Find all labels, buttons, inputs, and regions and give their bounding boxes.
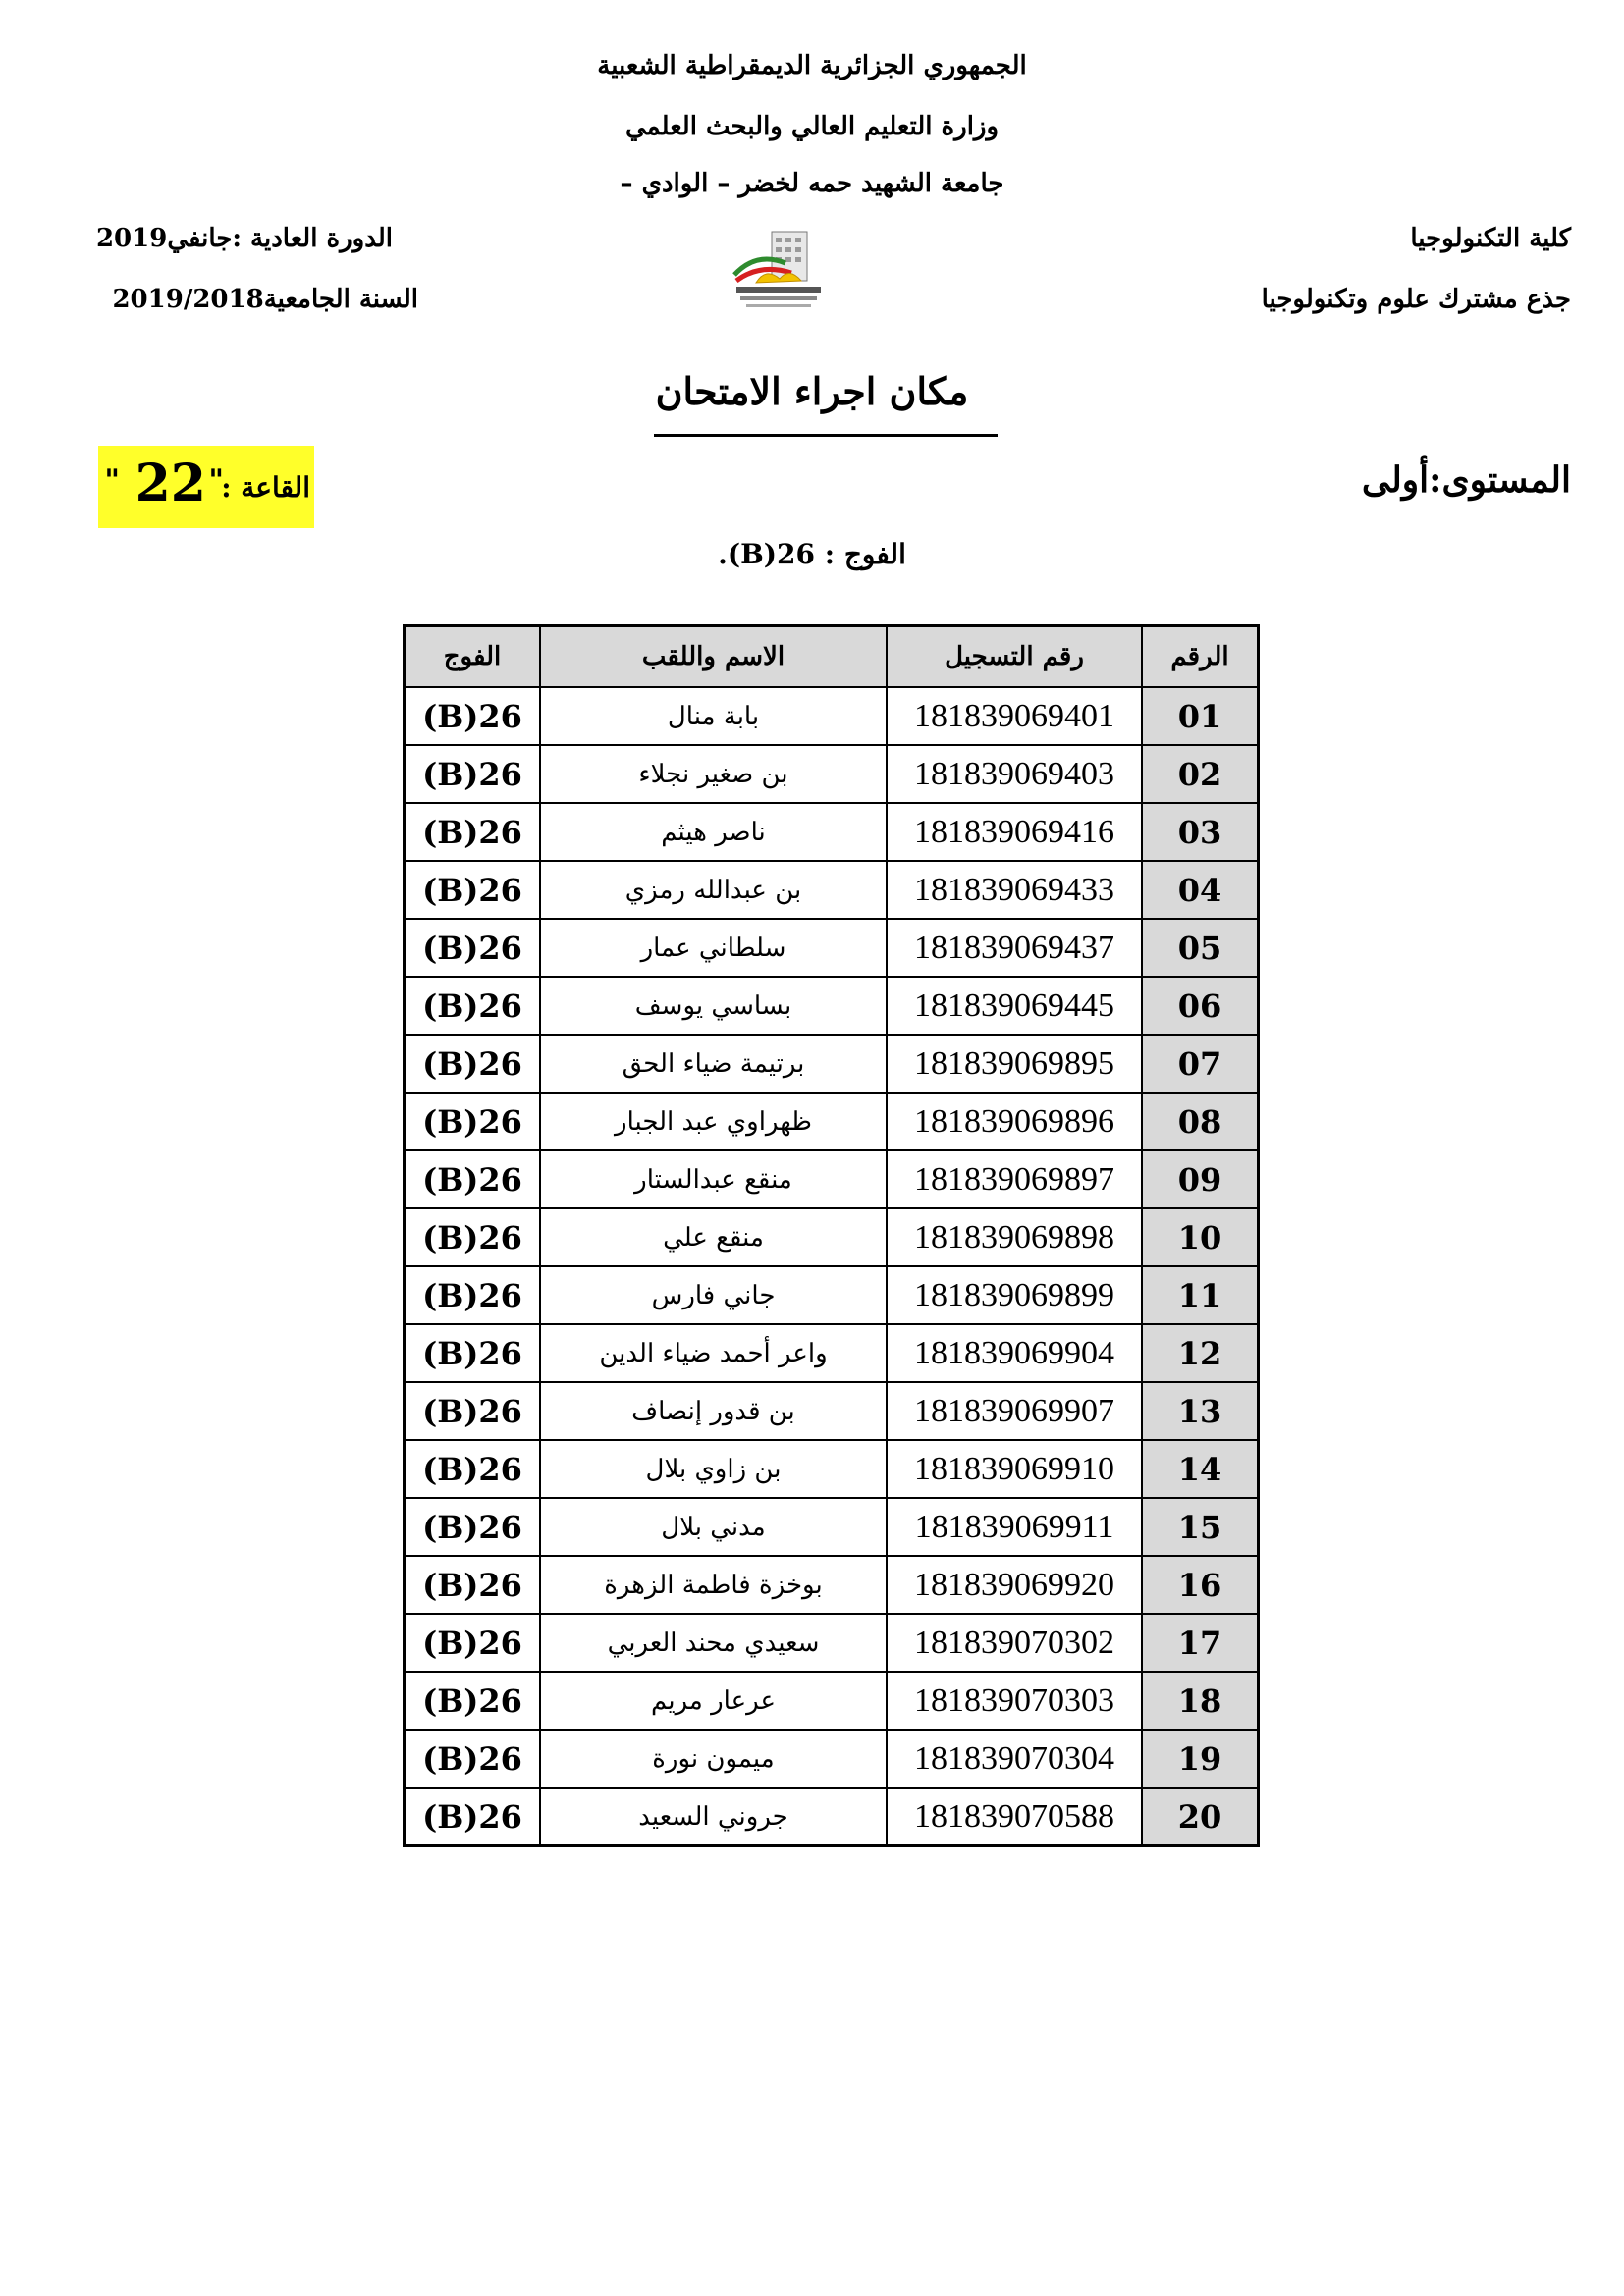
registration-number: 181839069433 <box>887 861 1142 919</box>
registration-number: 181839069896 <box>887 1093 1142 1150</box>
student-name: جروني السعيد <box>540 1788 887 1845</box>
student-group: 26(B) <box>405 919 540 977</box>
registration-number: 181839070303 <box>887 1672 1142 1730</box>
table-row <box>405 1614 1258 1672</box>
registration-number: 181839069910 <box>887 1440 1142 1498</box>
row-number: 15 <box>1142 1498 1258 1556</box>
student-group: 26(B) <box>405 1498 540 1556</box>
row-number: 04 <box>1142 861 1258 919</box>
student-name: بوخزة فاطمة الزهرة <box>540 1556 887 1614</box>
registration-number: 181839070588 <box>887 1788 1142 1845</box>
header-number: الرقم <box>1142 626 1258 687</box>
registration-number: 181839069403 <box>887 745 1142 803</box>
table-row <box>405 745 1258 803</box>
student-name: جاني فارس <box>540 1266 887 1324</box>
row-number: 06 <box>1142 977 1258 1035</box>
student-name: واعر أحمد ضياء الدين <box>540 1324 887 1382</box>
table-body <box>405 687 1258 1845</box>
row-number: 19 <box>1142 1730 1258 1788</box>
table-row <box>405 1266 1258 1324</box>
page-title: مكان اجراء الامتحان <box>655 369 969 413</box>
student-group: 26(B) <box>405 1440 540 1498</box>
university-title: جامعة الشهيد حمه لخضر – الوادي – <box>620 169 1004 198</box>
student-name: بن زاوي بلال <box>540 1440 887 1498</box>
student-table <box>403 624 1260 1847</box>
row-number: 18 <box>1142 1672 1258 1730</box>
student-name: سعيدي محند العربي <box>540 1614 887 1672</box>
student-group: 26(B) <box>405 1093 540 1150</box>
registration-number: 181839069897 <box>887 1150 1142 1208</box>
table-row <box>405 977 1258 1035</box>
table-row <box>405 1324 1258 1382</box>
student-group: 26(B) <box>405 687 540 745</box>
registration-number: 181839069445 <box>887 977 1142 1035</box>
registration-number: 181839069401 <box>887 687 1142 745</box>
registration-number: 181839069416 <box>887 803 1142 861</box>
row-number: 08 <box>1142 1093 1258 1150</box>
student-name: بن قدور إنصاف <box>540 1382 887 1440</box>
student-group: 26(B) <box>405 1730 540 1788</box>
student-group: 26(B) <box>405 1035 540 1093</box>
table-row <box>405 1730 1258 1788</box>
exam-session: الدورة العادية :جانفي2019 <box>95 224 393 253</box>
faculty-name: كلية التكنولوجيا <box>1410 224 1571 253</box>
row-number: 12 <box>1142 1324 1258 1382</box>
student-group: 26(B) <box>405 1672 540 1730</box>
row-number: 17 <box>1142 1614 1258 1672</box>
student-group: 26(B) <box>405 745 540 803</box>
table-row <box>405 803 1258 861</box>
student-name: بن عبدالله رمزي <box>540 861 887 919</box>
student-group: 26(B) <box>405 803 540 861</box>
registration-number: 181839070304 <box>887 1730 1142 1788</box>
row-number: 02 <box>1142 745 1258 803</box>
student-group: 26(B) <box>405 861 540 919</box>
student-name: ظهراوي عبد الجبار <box>540 1093 887 1150</box>
student-name: ناصر هيثم <box>540 803 887 861</box>
student-name: بساسي يوسف <box>540 977 887 1035</box>
group-line: الفوج : 26(B). <box>718 538 906 570</box>
hall-quote-open: " <box>208 463 224 498</box>
registration-number: 181839069911 <box>887 1498 1142 1556</box>
row-number: 14 <box>1142 1440 1258 1498</box>
table-header-row <box>405 626 1258 687</box>
row-number: 13 <box>1142 1382 1258 1440</box>
student-group: 26(B) <box>405 1150 540 1208</box>
hall-label: القاعة : <box>221 471 310 504</box>
hall-badge <box>98 446 314 528</box>
table-row <box>405 1672 1258 1730</box>
student-group: 26(B) <box>405 1788 540 1845</box>
row-number: 09 <box>1142 1150 1258 1208</box>
registration-number: 181839069899 <box>887 1266 1142 1324</box>
student-group: 26(B) <box>405 977 540 1035</box>
republic-title: الجمهوري الجزائرية الديمقراطية الشعبية <box>597 51 1027 80</box>
row-number: 11 <box>1142 1266 1258 1324</box>
registration-number: 181839069895 <box>887 1035 1142 1093</box>
student-group: 26(B) <box>405 1266 540 1324</box>
student-group: 26(B) <box>405 1556 540 1614</box>
student-name: سلطاني عمار <box>540 919 887 977</box>
academic-year: السنة الجامعية2019/2018 <box>112 285 418 314</box>
table-row <box>405 1035 1258 1093</box>
student-group: 26(B) <box>405 1324 540 1382</box>
level-label: المستوى:أولى <box>1361 459 1571 501</box>
registration-number: 181839069920 <box>887 1556 1142 1614</box>
student-group: 26(B) <box>405 1614 540 1672</box>
header-name: الاسم واللقب <box>540 626 887 687</box>
registration-number: 181839069904 <box>887 1324 1142 1382</box>
table-row <box>405 1788 1258 1845</box>
header-registration: رقم التسجيل <box>887 626 1142 687</box>
table-row <box>405 1208 1258 1266</box>
ministry-title: وزارة التعليم العالي والبحث العلمي <box>624 112 1000 141</box>
student-name: بابة منال <box>540 687 887 745</box>
header-group: الفوج <box>405 626 540 687</box>
table-row <box>405 1556 1258 1614</box>
registration-number: 181839069437 <box>887 919 1142 977</box>
student-group: 26(B) <box>405 1208 540 1266</box>
student-name: بن صغير نجلاء <box>540 745 887 803</box>
table-row <box>405 1150 1258 1208</box>
row-number: 03 <box>1142 803 1258 861</box>
table-row <box>405 861 1258 919</box>
table-row <box>405 1498 1258 1556</box>
table-row <box>405 919 1258 977</box>
registration-number: 181839069898 <box>887 1208 1142 1266</box>
student-name: عرعار مريم <box>540 1672 887 1730</box>
table-row <box>405 687 1258 745</box>
student-name: منقع عبدالستار <box>540 1150 887 1208</box>
row-number: 20 <box>1142 1788 1258 1845</box>
registration-number: 181839069907 <box>887 1382 1142 1440</box>
hall-quote-close: " <box>104 463 120 498</box>
row-number: 05 <box>1142 919 1258 977</box>
student-name: ميمون نورة <box>540 1730 887 1788</box>
department-name: جذع مشترك علوم وتكنولوجيا <box>1261 285 1571 314</box>
student-group: 26(B) <box>405 1382 540 1440</box>
title-underline <box>654 434 998 437</box>
university-logo <box>727 224 829 314</box>
table-row <box>405 1093 1258 1150</box>
row-number: 07 <box>1142 1035 1258 1093</box>
table-row <box>405 1440 1258 1498</box>
student-name: برتيمة ضياء الحق <box>540 1035 887 1093</box>
registration-number: 181839070302 <box>887 1614 1142 1672</box>
row-number: 10 <box>1142 1208 1258 1266</box>
table-row <box>405 1382 1258 1440</box>
row-number: 16 <box>1142 1556 1258 1614</box>
row-number: 01 <box>1142 687 1258 745</box>
hall-number: 22 <box>135 454 206 513</box>
student-name: منقع علي <box>540 1208 887 1266</box>
student-name: مدني بلال <box>540 1498 887 1556</box>
